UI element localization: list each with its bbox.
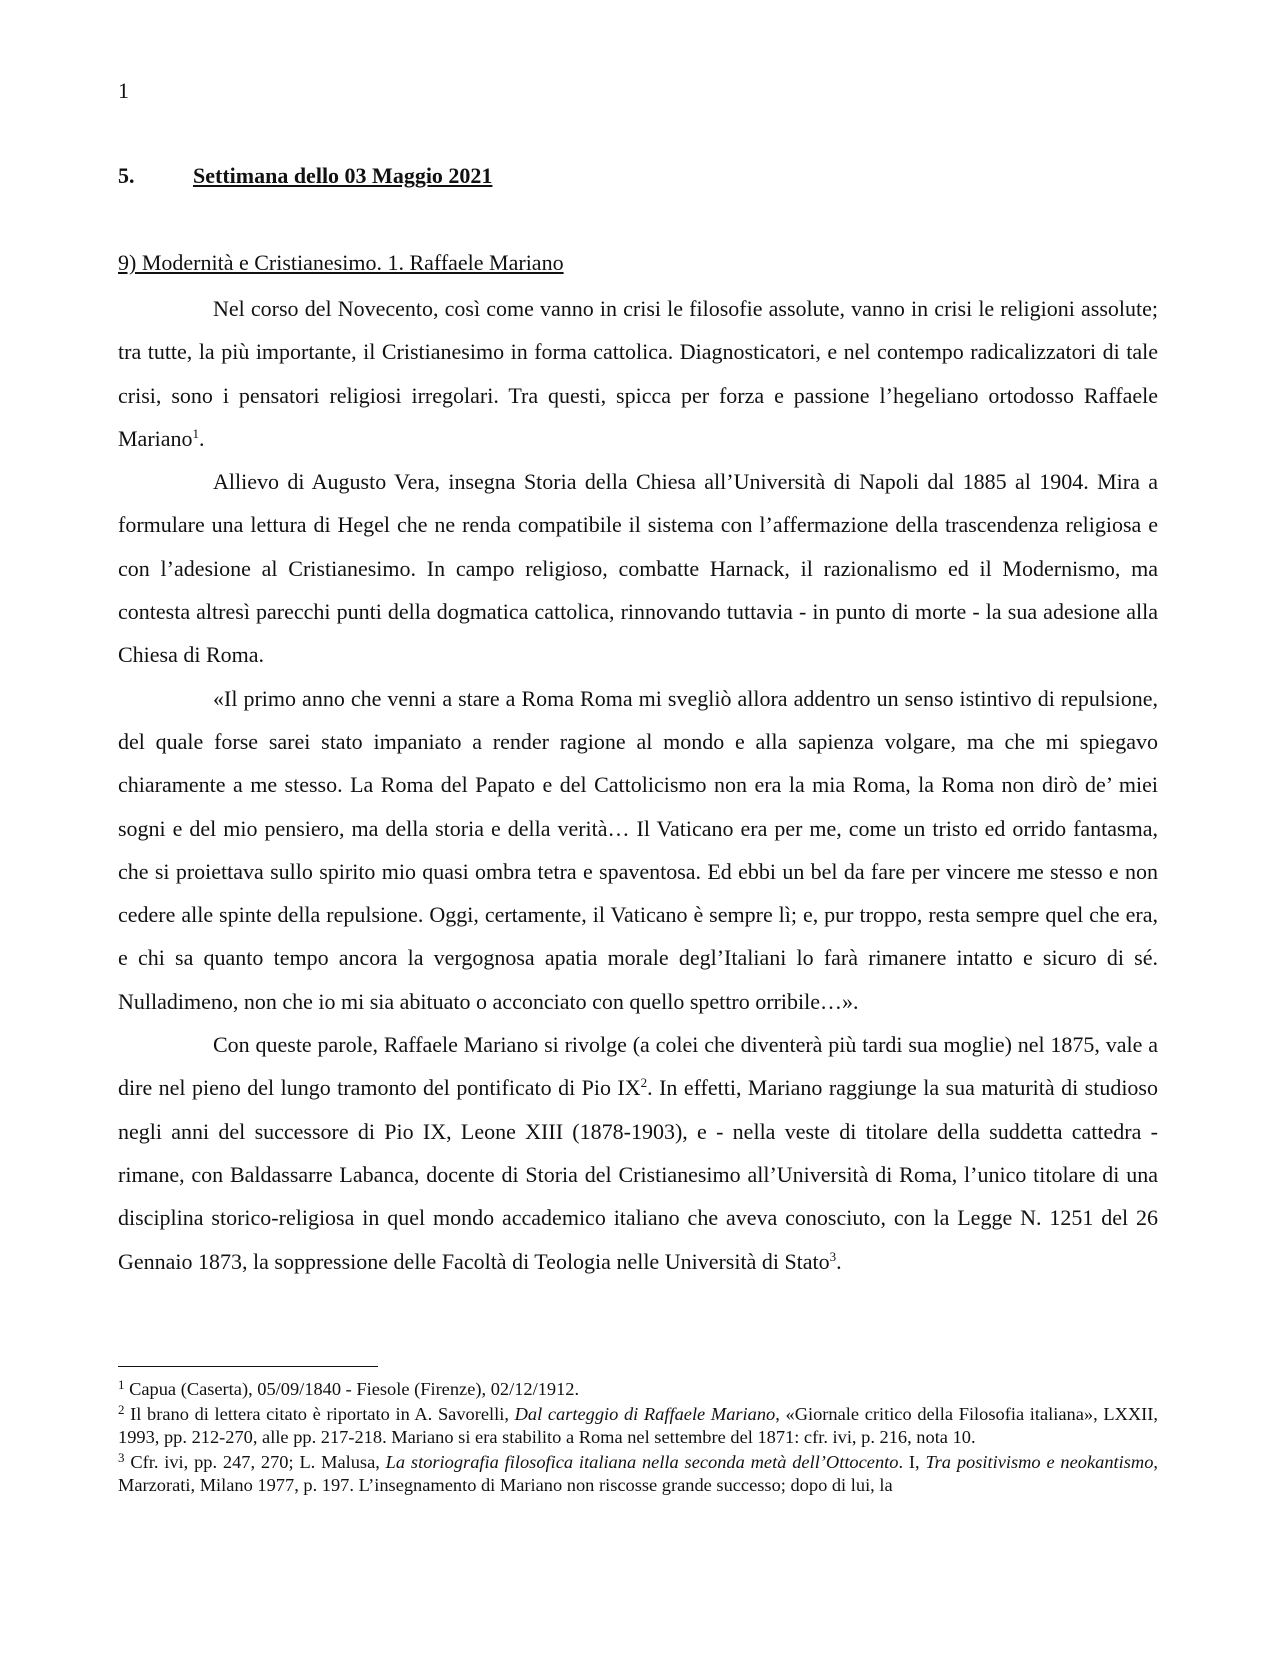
footnote-2-work-title: Dal carteggio di Raffaele Mariano bbox=[514, 1403, 776, 1424]
footnote-ref-3[interactable]: 3 bbox=[829, 1248, 837, 1264]
paragraph-4 bbox=[118, 1023, 1158, 1283]
paragraph-3-quote: «Il primo anno che venni a stare a Roma Roma mi svegliò allora addentro un senso istintivo di repulsione, del quale forse sarei stato impaniato a render ragione al mondo e alla sapienza volgare, ma che mi spiegavo chiaramente a me stesso. La Roma del Papato e del Cattolicismo non era la mia Roma, la Roma non dirò de’ miei sogni e del mio pensiero, ma della storia e della verità… Il Vaticano era per me, come un tristo ed orrido fantasma, che si proiettava sullo spirito mio quasi ombra tetra e spaventosa. Ed ebbi un bel da fare per vincere me stesso e non cedere alle spinte della repulsione. Oggi, certamente, il Vaticano è sempre lì; e, pur troppo, resta sempre quel che era, e chi sa quanto tempo ancora la vergognosa apatia morale degl’Italiani lo farà rimanere intatto e sicuro di sé. Nulladimeno, non che io mi sia abituato o acconciato con quello spettro orribile…». bbox=[118, 685, 1158, 1014]
footnote-separator bbox=[118, 1366, 378, 1367]
body-text bbox=[118, 287, 1158, 1283]
paragraph-4-text-a: Con queste parole, Raffaele Mariano si rivolge (a colei che diventerà più tardi sua moglie) nel 1875, vale a dire nel pieno del lungo tramonto del pontificato di Pio IX bbox=[118, 1032, 1158, 1101]
footnote-3-pre: Cfr. ivi, pp. 247, 270; L. Malusa, bbox=[130, 1451, 386, 1472]
footnote-2 bbox=[118, 1403, 1158, 1450]
footnote-1-text: Capua (Caserta), 05/09/1840 - Fiesole (Firenze), 02/12/1912. bbox=[129, 1379, 580, 1399]
section-title: Settimana dello 03 Maggio 2021 bbox=[193, 163, 493, 188]
footnote-ref-1[interactable]: 1 bbox=[192, 425, 200, 441]
paragraph-1-end: . bbox=[199, 425, 205, 451]
section-number: 5. bbox=[118, 163, 135, 188]
section-heading bbox=[118, 163, 492, 189]
paragraph-2: Allievo di Augusto Vera, insegna Storia della Chiesa all’Università di Napoli dal 1885 al 1904. Mira a formulare una lettura di Hegel che ne renda compatibile il sistema con l’affermazione della trascendenza religiosa e con l’adesione al Cristianesimo. In campo religioso, combatte Harnack, il razionalismo ed il Modernismo, ma contesta altresì parecchi punti della dogmatica cattolica, rinnovando tuttavia - in punto di morte - la sua adesione alla Chiesa di Roma. bbox=[118, 469, 1158, 668]
footnote-mark-2: 2 bbox=[118, 1401, 125, 1417]
footnote-mark-1: 1 bbox=[118, 1377, 125, 1392]
footnotes bbox=[118, 1378, 1158, 1499]
paragraph-1-text: Nel corso del Novecento, così come vanno in crisi le filosofie assolute, vanno in crisi le religioni assolute; tra tutte, la più importante, il Cristianesimo in forma cattolica. Diagnosticatori, e nel contempo radicalizzatori di tale crisi, sono i pensatori religiosi irregolari. Tra questi, spicca per forza e passione l’hegeliano ortodosso Raffaele Mariano bbox=[118, 296, 1158, 451]
footnote-3-post: , Marzorati, Milano 1977, p. 197. L’insegnamento di Mariano non riscosse grande successo; dopo di lui, la bbox=[118, 1451, 1158, 1495]
footnote-mark-3: 3 bbox=[118, 1449, 125, 1465]
footnote-2-pre: Il brano di lettera citato è riportato in A. Savorelli, bbox=[130, 1403, 515, 1424]
paragraph-4-text-b: . In effetti, Mariano raggiunge la sua maturità di studioso negli anni del successore di Pio IX, Leone XIII (1878-1903), e - nella veste di titolare della suddetta cattedra - rimane, con Baldassarre Labanca, docente di Storia del Cristianesimo all’Università di Roma, l’unico titolare di una disciplina storico-religiosa in quel mondo accademico italiano che aveva conosciuto, con la Legge N. 1251 del 26 Gennaio 1873, la soppressione delle Facoltà di Teologia nelle Università di Stato bbox=[118, 1075, 1158, 1274]
footnote-2-post: , «Giornale critico della Filosofia italiana», LXXII, 1993, pp. 212-270, alle pp. 217-218. Mariano si era stabilito a Roma nel settembre del 1871: cfr. ivi, p. 216, nota 10. bbox=[118, 1403, 1158, 1447]
footnote-3 bbox=[118, 1451, 1158, 1498]
footnote-3-mid: . I, bbox=[898, 1451, 926, 1472]
paragraph-1 bbox=[118, 287, 1158, 460]
footnote-ref-2[interactable]: 2 bbox=[640, 1075, 648, 1091]
page-number: 1 bbox=[118, 78, 129, 103]
footnote-1 bbox=[118, 1378, 1158, 1402]
footnote-3-work-title: La storiografia filosofica italiana nella seconda metà dell’Ottocento bbox=[385, 1451, 899, 1472]
paragraph-4-end: . bbox=[836, 1248, 842, 1274]
subsection-title: 9) Modernità e Cristianesimo. 1. Raffaele Mariano bbox=[118, 250, 564, 275]
footnote-3-volume-title: Tra positivismo e neokantismo bbox=[925, 1451, 1154, 1472]
